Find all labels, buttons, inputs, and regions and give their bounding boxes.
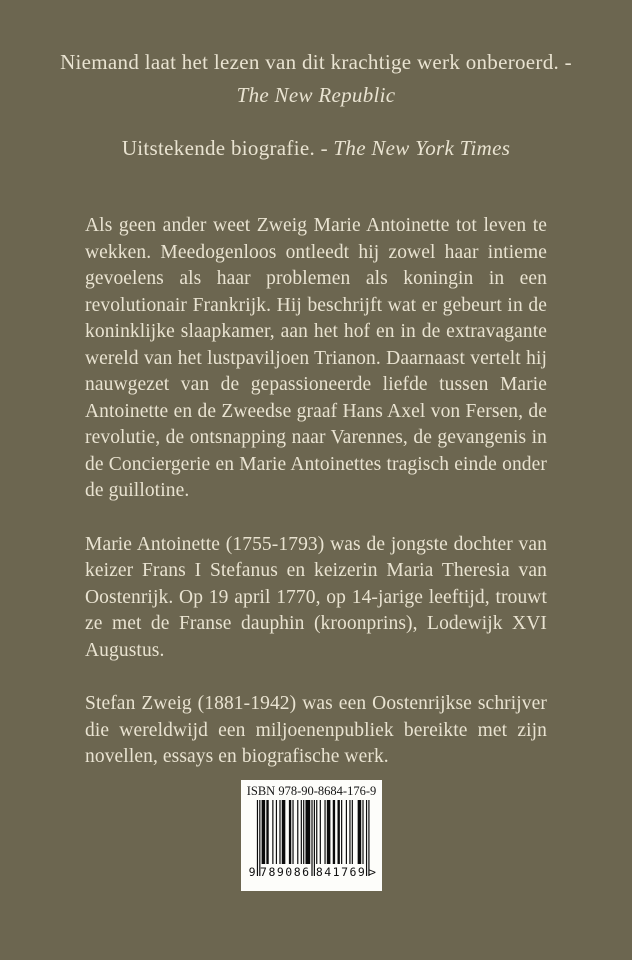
synopsis-paragraph-stefan-zweig: Stefan Zweig (1881-1942) was een Oostenrijkse schrijver die wereldwijd een miljoenenpubliek bereikte met zijn novellen, essays en biografische werk. <box>85 693 547 767</box>
barcode-digits-right: 841769 <box>315 865 366 879</box>
barcode-digits-left: 789086 <box>259 865 311 879</box>
quote-text: Niemand laat het lezen van dit krachtige werk onberoerd. - <box>60 50 572 74</box>
isbn-label: ISBN 978-90-8684-176-9 <box>246 784 377 798</box>
press-quote-new-republic <box>50 46 582 112</box>
barcode-digit-first: 9 <box>248 865 255 879</box>
quote-source: The New York Times <box>333 136 511 160</box>
barcode <box>241 780 382 891</box>
barcode-suffix: > <box>368 865 376 879</box>
synopsis-paragraph-book: Als geen ander weet Zweig Marie Antoinette tot leven te wekken. Meedogenloos ontleedt hij zowel haar intieme gevoelens als haar problemen als koningin in een revolutionair Frankrijk. Hij beschrijft wat er gebeurt in de koninklijke slaapkamer, aan het hof en in de extravagante wereld van het lustpaviljoen Trianon. Daarnaast vertelt hij nauwgezet van de gepassioneerde liefde tussen Marie Antoinette en de Zweedse graaf Hans Axel von Fersen, de revolutie, de ontsnapping naar Varennes, de gevangenis in de Conciergerie en Marie Antoinettes tragisch einde onder de guillotine. <box>85 215 547 501</box>
ean13-barcode <box>245 800 379 888</box>
synopsis-paragraph-marie-antoinette: Marie Antoinette (1755-1793) was de jongste dochter van keizer Frans I Stefanus en keizerin Maria Theresia van Oostenrijk. Op 19 april 1770, op 14-jarige leeftijd, trouwt ze met de Franse dauphin (kroonprins), Lodewijk XVI Augustus. <box>85 533 547 661</box>
quote-text: Uitstekende biografie. - <box>121 136 328 160</box>
press-quote-new-york-times <box>50 132 582 165</box>
synopsis <box>85 213 547 771</box>
press-quotes <box>0 0 632 165</box>
quote-source: The New Republic <box>236 83 396 107</box>
